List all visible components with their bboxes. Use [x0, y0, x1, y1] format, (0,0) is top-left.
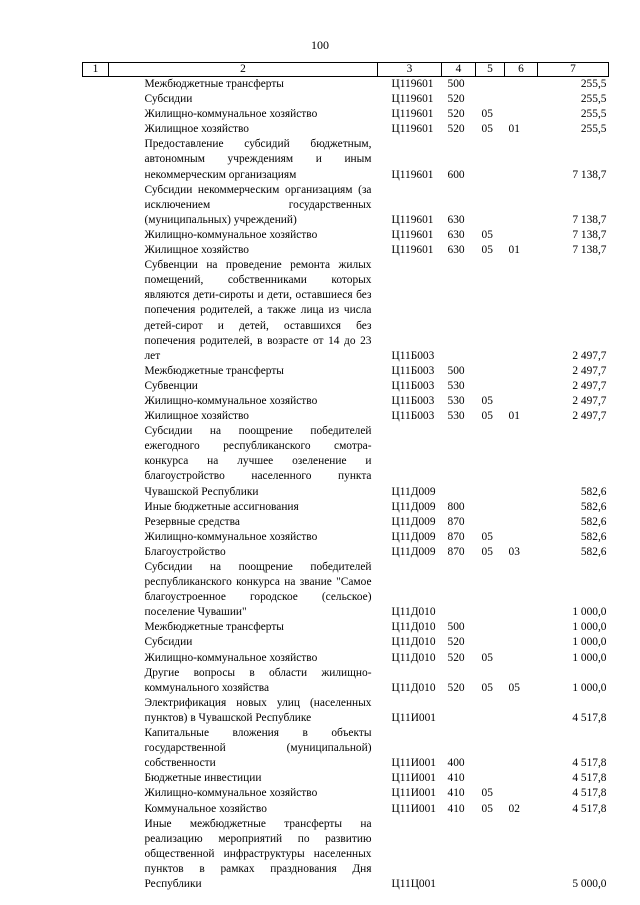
row-expense-type: 530	[447, 379, 465, 392]
row-amount: 4 517,8	[572, 787, 607, 800]
table-row	[83, 364, 609, 379]
row-section	[476, 515, 505, 530]
table-row	[83, 545, 609, 560]
row-name: Коммунальное хозяйство	[144, 802, 267, 815]
row-subsection	[505, 500, 538, 515]
row-expense-type: 630	[447, 228, 465, 241]
row-amount: 1 000,0	[572, 621, 607, 634]
row-code: Ц11Д010	[391, 651, 436, 664]
table-row	[83, 666, 609, 696]
row-name: Жилищно-коммунальное хозяйство	[144, 651, 318, 664]
row-section	[476, 137, 505, 182]
row-number-cell	[83, 802, 109, 817]
row-name: Субсидии на поощрение победителей республиканского конкурса на звание "Самое благоустроенное городское (сельское) поселение Чувашии"	[144, 561, 372, 619]
row-subsection	[505, 92, 538, 107]
column-header-5: 5	[476, 63, 505, 77]
row-section	[476, 500, 505, 515]
row-section: 05	[481, 545, 493, 558]
row-section	[476, 424, 505, 499]
row-name: Субсидии	[144, 93, 193, 106]
table-row	[83, 786, 609, 801]
row-amount: 7 138,7	[572, 228, 607, 241]
row-name: Субсидии на поощрение победителей ежегодного республиканского смотра-конкурса на лучшее озеленение и благоустройство населенного пункта Чувашской Республики	[144, 425, 372, 498]
row-code: Ц11Б003	[391, 364, 435, 377]
row-expense-type	[442, 817, 476, 892]
row-amount: 1 000,0	[572, 681, 607, 694]
row-code: Ц11Б003	[391, 349, 435, 362]
row-number-cell	[83, 258, 109, 364]
table-row	[83, 394, 609, 409]
row-code: Ц11И001	[391, 802, 437, 815]
row-name: Жилищно-коммунальное хозяйство	[144, 787, 318, 800]
table-body	[83, 77, 609, 893]
row-expense-type	[442, 258, 476, 364]
row-expense-type: 410	[447, 772, 465, 785]
table-row	[83, 258, 609, 364]
row-section	[476, 771, 505, 786]
row-section	[476, 183, 505, 228]
row-code: Ц119601	[391, 78, 434, 90]
row-subsection: 05	[508, 681, 520, 694]
row-section: 05	[481, 123, 493, 136]
row-amount: 7 138,7	[572, 213, 607, 226]
row-number-cell	[83, 786, 109, 801]
row-number-cell	[83, 409, 109, 424]
row-amount: 582,6	[580, 500, 607, 513]
row-subsection	[505, 77, 538, 93]
row-name: Межбюджетные трансферты	[144, 621, 284, 634]
row-amount: 5 000,0	[572, 877, 607, 890]
row-amount: 582,6	[580, 530, 607, 543]
row-number-cell	[83, 726, 109, 771]
row-amount: 1 000,0	[572, 636, 607, 649]
table-row	[83, 651, 609, 666]
row-name: Благоустройство	[144, 545, 226, 558]
row-amount: 2 497,7	[572, 349, 607, 362]
row-code: Ц11Д009	[391, 515, 436, 528]
row-expense-type: 600	[447, 168, 465, 181]
row-number-cell	[83, 817, 109, 892]
row-name: Резервные средства	[144, 515, 240, 528]
row-section: 05	[481, 394, 493, 407]
row-number-cell	[83, 635, 109, 650]
row-subsection	[505, 560, 538, 620]
table-row	[83, 243, 609, 258]
row-name: Жилищно-коммунальное хозяйство	[144, 394, 318, 407]
row-expense-type: 500	[447, 364, 465, 377]
row-subsection	[505, 183, 538, 228]
row-amount: 4 517,8	[572, 802, 607, 815]
row-number-cell	[83, 696, 109, 726]
row-number-cell	[83, 137, 109, 182]
row-section: 05	[481, 244, 493, 257]
row-amount: 1 000,0	[572, 651, 607, 664]
row-subsection	[505, 379, 538, 394]
table-row	[83, 379, 609, 394]
column-header-2: 2	[109, 63, 378, 77]
row-expense-type: 410	[447, 802, 465, 815]
row-code: Ц119601	[391, 244, 434, 257]
row-subsection	[505, 530, 538, 545]
row-expense-type: 520	[447, 108, 465, 121]
row-expense-type	[442, 696, 476, 726]
row-section	[476, 620, 505, 635]
row-subsection	[505, 364, 538, 379]
row-section: 05	[481, 530, 493, 543]
row-number-cell	[83, 500, 109, 515]
row-subsection	[505, 394, 538, 409]
row-subsection	[505, 228, 538, 243]
row-expense-type: 520	[447, 681, 465, 694]
row-code: Ц119601	[391, 168, 434, 181]
row-amount: 582,6	[580, 485, 607, 498]
row-number-cell	[83, 379, 109, 394]
row-section	[476, 696, 505, 726]
table-row	[83, 228, 609, 243]
row-code: Ц11Д009	[391, 485, 436, 498]
row-number-cell	[83, 228, 109, 243]
row-subsection	[505, 137, 538, 182]
row-expense-type: 870	[447, 530, 465, 543]
row-expense-type: 530	[447, 410, 465, 423]
row-amount: 4 517,8	[572, 711, 607, 724]
row-subsection	[505, 424, 538, 499]
row-code: Ц11Д010	[391, 636, 436, 649]
row-section	[476, 364, 505, 379]
row-name: Жилищно-коммунальное хозяйство	[144, 108, 318, 121]
row-section	[476, 258, 505, 364]
row-subsection: 02	[508, 802, 520, 815]
row-section: 05	[481, 651, 493, 664]
row-expense-type	[442, 424, 476, 499]
row-name: Предоставление субсидий бюджетным, автономным учреждениям и иным некоммерческим организациям	[144, 138, 372, 181]
row-section: 05	[481, 228, 493, 241]
table-row	[83, 635, 609, 650]
row-name: Электрификация новых улиц (населенных пунктов) в Чувашской Республике	[144, 696, 372, 724]
row-name: Жилищное хозяйство	[144, 244, 250, 257]
row-subsection: 03	[508, 545, 520, 558]
table-row	[83, 515, 609, 530]
row-name: Капитальные вложения в объекты государственной (муниципальной) собственности	[144, 727, 372, 770]
row-expense-type: 520	[447, 636, 465, 649]
row-name: Жилищно-коммунальное хозяйство	[144, 530, 318, 543]
row-number-cell	[83, 545, 109, 560]
row-subsection	[505, 107, 538, 122]
row-number-cell	[83, 771, 109, 786]
row-section	[476, 92, 505, 107]
row-expense-type: 630	[447, 213, 465, 226]
column-header-6: 6	[505, 63, 538, 77]
row-code: Ц11И001	[391, 711, 437, 724]
table-row	[83, 530, 609, 545]
row-number-cell	[83, 243, 109, 258]
row-subsection	[505, 651, 538, 666]
row-expense-type	[442, 560, 476, 620]
row-code: Ц11Д010	[391, 621, 436, 634]
table-row	[83, 560, 609, 620]
row-amount: 2 497,7	[572, 410, 607, 423]
row-code: Ц119601	[391, 108, 434, 121]
row-number-cell	[83, 92, 109, 107]
row-subsection	[505, 726, 538, 771]
row-name: Субсидии некоммерческим организациям (за исключением государственных (муниципальных) учреждений)	[144, 183, 372, 226]
row-expense-type: 500	[447, 621, 465, 634]
row-section	[476, 817, 505, 892]
row-section: 05	[481, 681, 493, 694]
row-name: Субвенции на проведение ремонта жилых помещений, собственниками которых являются дети-сироты и дети, оставшиеся без попечения родителей, а также лица из числа детей-сирот и детей, оставшихся без попечения родителей, в возрасте от 14 до 23 лет	[144, 259, 372, 362]
row-expense-type: 870	[447, 545, 465, 558]
row-subsection	[505, 620, 538, 635]
row-code: Ц11Ц001	[391, 877, 437, 890]
table-row	[83, 107, 609, 122]
row-expense-type: 500	[447, 78, 465, 90]
row-section	[476, 726, 505, 771]
row-code: Ц11Д009	[391, 530, 436, 543]
column-header-7: 7	[538, 63, 609, 77]
row-subsection	[505, 786, 538, 801]
table-row	[83, 620, 609, 635]
row-expense-type: 400	[447, 757, 465, 770]
row-expense-type: 520	[447, 123, 465, 136]
row-subsection	[505, 258, 538, 364]
row-expense-type: 870	[447, 515, 465, 528]
row-expense-type: 630	[447, 244, 465, 257]
row-amount: 582,6	[580, 545, 607, 558]
row-subsection: 01	[508, 410, 520, 423]
row-section	[476, 379, 505, 394]
budget-table	[82, 62, 609, 892]
row-subsection	[505, 817, 538, 892]
row-name: Жилищное хозяйство	[144, 123, 250, 136]
row-amount: 4 517,8	[572, 757, 607, 770]
row-code: Ц11Д009	[391, 500, 436, 513]
row-code: Ц11Б003	[391, 379, 435, 392]
row-code: Ц119601	[391, 228, 434, 241]
row-number-cell	[83, 77, 109, 93]
row-number-cell	[83, 183, 109, 228]
row-name: Иные межбюджетные трансферты на реализацию мероприятий по развитию общественной инфраструктуры населенных пунктов в рамках празднования Дня Республики	[144, 817, 372, 890]
row-name: Межбюджетные трансферты	[144, 364, 284, 377]
row-expense-type: 800	[447, 500, 465, 513]
row-amount: 2 497,7	[572, 379, 607, 392]
row-code: Ц11И001	[391, 757, 437, 770]
column-header-3: 3	[378, 63, 442, 77]
row-code: Ц119601	[391, 123, 434, 136]
row-section: 05	[481, 108, 493, 121]
table-row	[83, 500, 609, 515]
row-code: Ц11И001	[391, 772, 437, 785]
row-subsection: 01	[508, 123, 520, 136]
row-name: Субсидии	[144, 636, 193, 649]
row-code: Ц11Д010	[391, 606, 436, 619]
row-number-cell	[83, 620, 109, 635]
row-subsection	[505, 696, 538, 726]
row-amount: 4 517,8	[572, 772, 607, 785]
row-code: Ц11Д010	[391, 681, 436, 694]
row-amount: 255,5	[580, 93, 607, 106]
row-code: Ц119601	[391, 213, 434, 226]
table-row	[83, 77, 609, 93]
row-amount: 255,5	[580, 123, 607, 136]
row-name: Жилищно-коммунальное хозяйство	[144, 228, 318, 241]
table-row	[83, 137, 609, 182]
row-number-cell	[83, 530, 109, 545]
row-expense-type: 530	[447, 394, 465, 407]
row-number-cell	[83, 424, 109, 499]
row-name: Иные бюджетные ассигнования	[144, 500, 299, 513]
table-row	[83, 817, 609, 892]
page-number: 100	[311, 38, 329, 52]
row-number-cell	[83, 560, 109, 620]
column-header-row	[83, 63, 609, 77]
row-name: Межбюджетные трансферты	[144, 78, 284, 90]
row-number-cell	[83, 122, 109, 137]
row-code: Ц11Б003	[391, 410, 435, 423]
row-expense-type: 520	[447, 651, 465, 664]
row-section: 05	[481, 410, 493, 423]
row-number-cell	[83, 666, 109, 696]
row-name: Субвенции	[144, 379, 198, 392]
table-row	[83, 771, 609, 786]
row-number-cell	[83, 394, 109, 409]
column-header-1: 1	[83, 63, 109, 77]
table-row	[83, 183, 609, 228]
table-row	[83, 726, 609, 771]
row-amount: 2 497,7	[572, 364, 607, 377]
row-amount: 582,6	[580, 515, 607, 528]
row-number-cell	[83, 651, 109, 666]
row-code: Ц11Д009	[391, 545, 436, 558]
row-expense-type: 520	[447, 93, 465, 106]
row-amount: 1 000,0	[572, 606, 607, 619]
row-section: 05	[481, 802, 493, 815]
row-amount: 2 497,7	[572, 394, 607, 407]
table-row	[83, 409, 609, 424]
row-name: Бюджетные инвестиции	[144, 772, 262, 785]
row-name: Другие вопросы в области жилищно-коммунального хозяйства	[144, 666, 372, 694]
row-section	[476, 560, 505, 620]
row-subsection	[505, 635, 538, 650]
row-section	[476, 77, 505, 93]
row-number-cell	[83, 364, 109, 379]
row-name: Жилищное хозяйство	[144, 410, 250, 423]
row-number-cell	[83, 107, 109, 122]
row-section	[476, 635, 505, 650]
row-subsection	[505, 515, 538, 530]
table-row	[83, 696, 609, 726]
row-amount: 7 138,7	[572, 168, 607, 181]
table-row	[83, 802, 609, 817]
table-row	[83, 122, 609, 137]
row-expense-type: 410	[447, 787, 465, 800]
row-code: Ц119601	[391, 93, 434, 106]
row-amount: 255,5	[580, 78, 607, 90]
row-section: 05	[481, 787, 493, 800]
row-amount: 255,5	[580, 108, 607, 121]
row-code: Ц11Б003	[391, 394, 435, 407]
row-amount: 7 138,7	[572, 244, 607, 257]
column-header-4: 4	[442, 63, 476, 77]
row-number-cell	[83, 515, 109, 530]
row-code: Ц11И001	[391, 787, 437, 800]
table-row	[83, 92, 609, 107]
row-subsection	[505, 771, 538, 786]
table-row	[83, 424, 609, 499]
row-subsection: 01	[508, 244, 520, 257]
